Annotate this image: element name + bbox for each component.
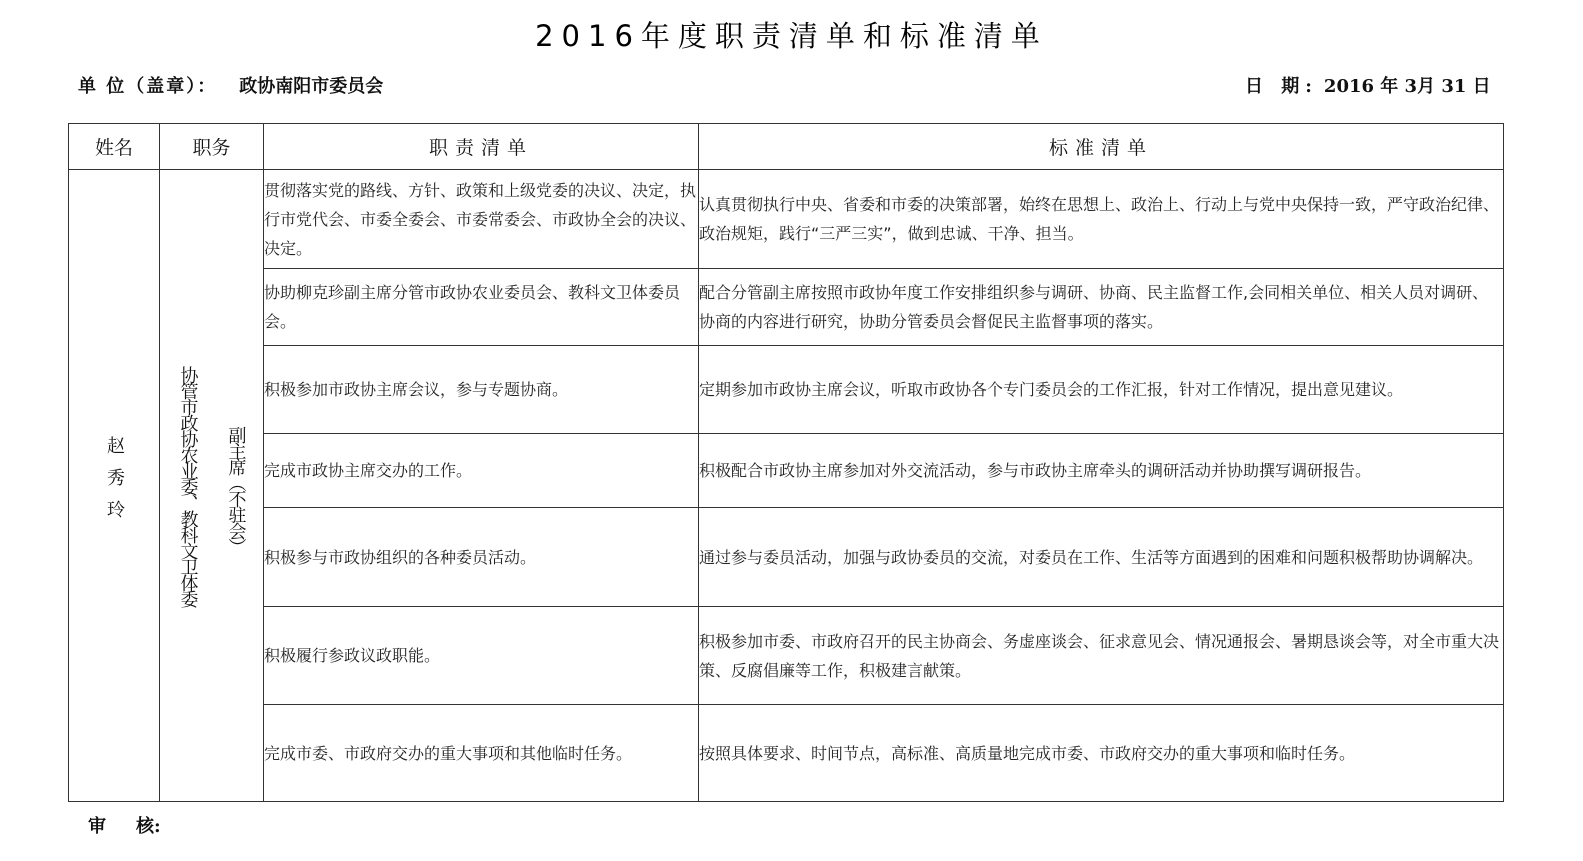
table-row <box>69 434 1504 508</box>
table-row <box>69 508 1504 607</box>
duty-cell: 积极参加市政协主席会议，参与专题协商。 <box>264 346 699 434</box>
date-line <box>1245 72 1491 98</box>
standard-cell: 定期参加市政协主席会议，听取市政协各个专门委员会的工作汇报，针对工作情况，提出意见建议。 <box>699 346 1504 434</box>
position-role-scope: 协管市政协农业委、教科文卫体委 <box>177 365 199 606</box>
duty-cell: 贯彻落实党的路线、方针、政策和上级党委的决议、决定，执行市党代会、市委全委会、市委常委会、市政协全会的决议、决定。 <box>264 170 699 269</box>
duty-cell: 完成市政协主席交办的工作。 <box>264 434 699 508</box>
person-position-cell <box>160 170 264 802</box>
table-row <box>69 705 1504 802</box>
standard-cell: 按照具体要求、时间节点，高标准、高质量地完成市委、市政府交办的重大事项和临时任务。 <box>699 705 1504 802</box>
review-line <box>88 812 161 838</box>
standard-cell: 积极配合市政协主席参加对外交流活动，参与市政协主席牵头的调研活动并协助撰写调研报告。 <box>699 434 1504 508</box>
standard-cell: 通过参与委员活动，加强与政协委员的交流，对委员在工作、生活等方面遇到的困难和问题积极帮助协调解决。 <box>699 508 1504 607</box>
table-row <box>69 346 1504 434</box>
person-name: 赵秀玲 <box>104 435 125 532</box>
duty-cell: 协助柳克珍副主席分管市政协农业委员会、教科文卫体委员会。 <box>264 269 699 346</box>
position-role-title: 副主席（不驻会） <box>225 425 247 554</box>
position-roles <box>160 366 263 606</box>
unit-value: 政协南阳市委员会 <box>239 76 384 97</box>
table-row <box>69 607 1504 705</box>
unit-label: 单 位（盖章）： <box>78 76 218 97</box>
date-label: 日 期: <box>1245 76 1318 97</box>
page-title: 2016年度职责清单和标准清单 <box>535 19 1048 53</box>
duty-cell: 完成市委、市政府交办的重大事项和其他临时任务。 <box>264 705 699 802</box>
table-row <box>69 170 1504 269</box>
review-label-b: 核: <box>136 816 161 837</box>
standard-cell: 配合分管副主席按照市政协年度工作安排组织参与调研、协商、民主监督工作,会同相关单位、相关人员对调研、协商的内容进行研究，协助分管委员会督促民主监督事项的落实。 <box>699 269 1504 346</box>
duty-cell: 积极履行参政议政职能。 <box>264 607 699 705</box>
review-label-a: 审 <box>88 816 106 837</box>
date-value: 2016 年 3月 31 日 <box>1323 76 1491 97</box>
header-position: 职务 <box>160 124 264 170</box>
table-row <box>69 269 1504 346</box>
person-name-cell <box>69 170 160 802</box>
responsibility-table <box>68 123 1504 802</box>
duty-cell: 积极参与市政协组织的各种委员活动。 <box>264 508 699 607</box>
unit-line <box>78 72 383 98</box>
standard-cell: 认真贯彻执行中央、省委和市委的决策部署，始终在思想上、政治上、行动上与党中央保持一致，严守政治纪律、政治规矩，践行“三严三实”，做到忠诚、干净、担当。 <box>699 170 1504 269</box>
table-header-row <box>69 124 1504 170</box>
header-name: 姓名 <box>69 124 160 170</box>
header-standards: 标准清单 <box>699 124 1504 170</box>
header-duties: 职责清单 <box>264 124 699 170</box>
standard-cell: 积极参加市委、市政府召开的民主协商会、务虚座谈会、征求意见会、情况通报会、暑期恳谈会等，对全市重大决策、反腐倡廉等工作，积极建言献策。 <box>699 607 1504 705</box>
